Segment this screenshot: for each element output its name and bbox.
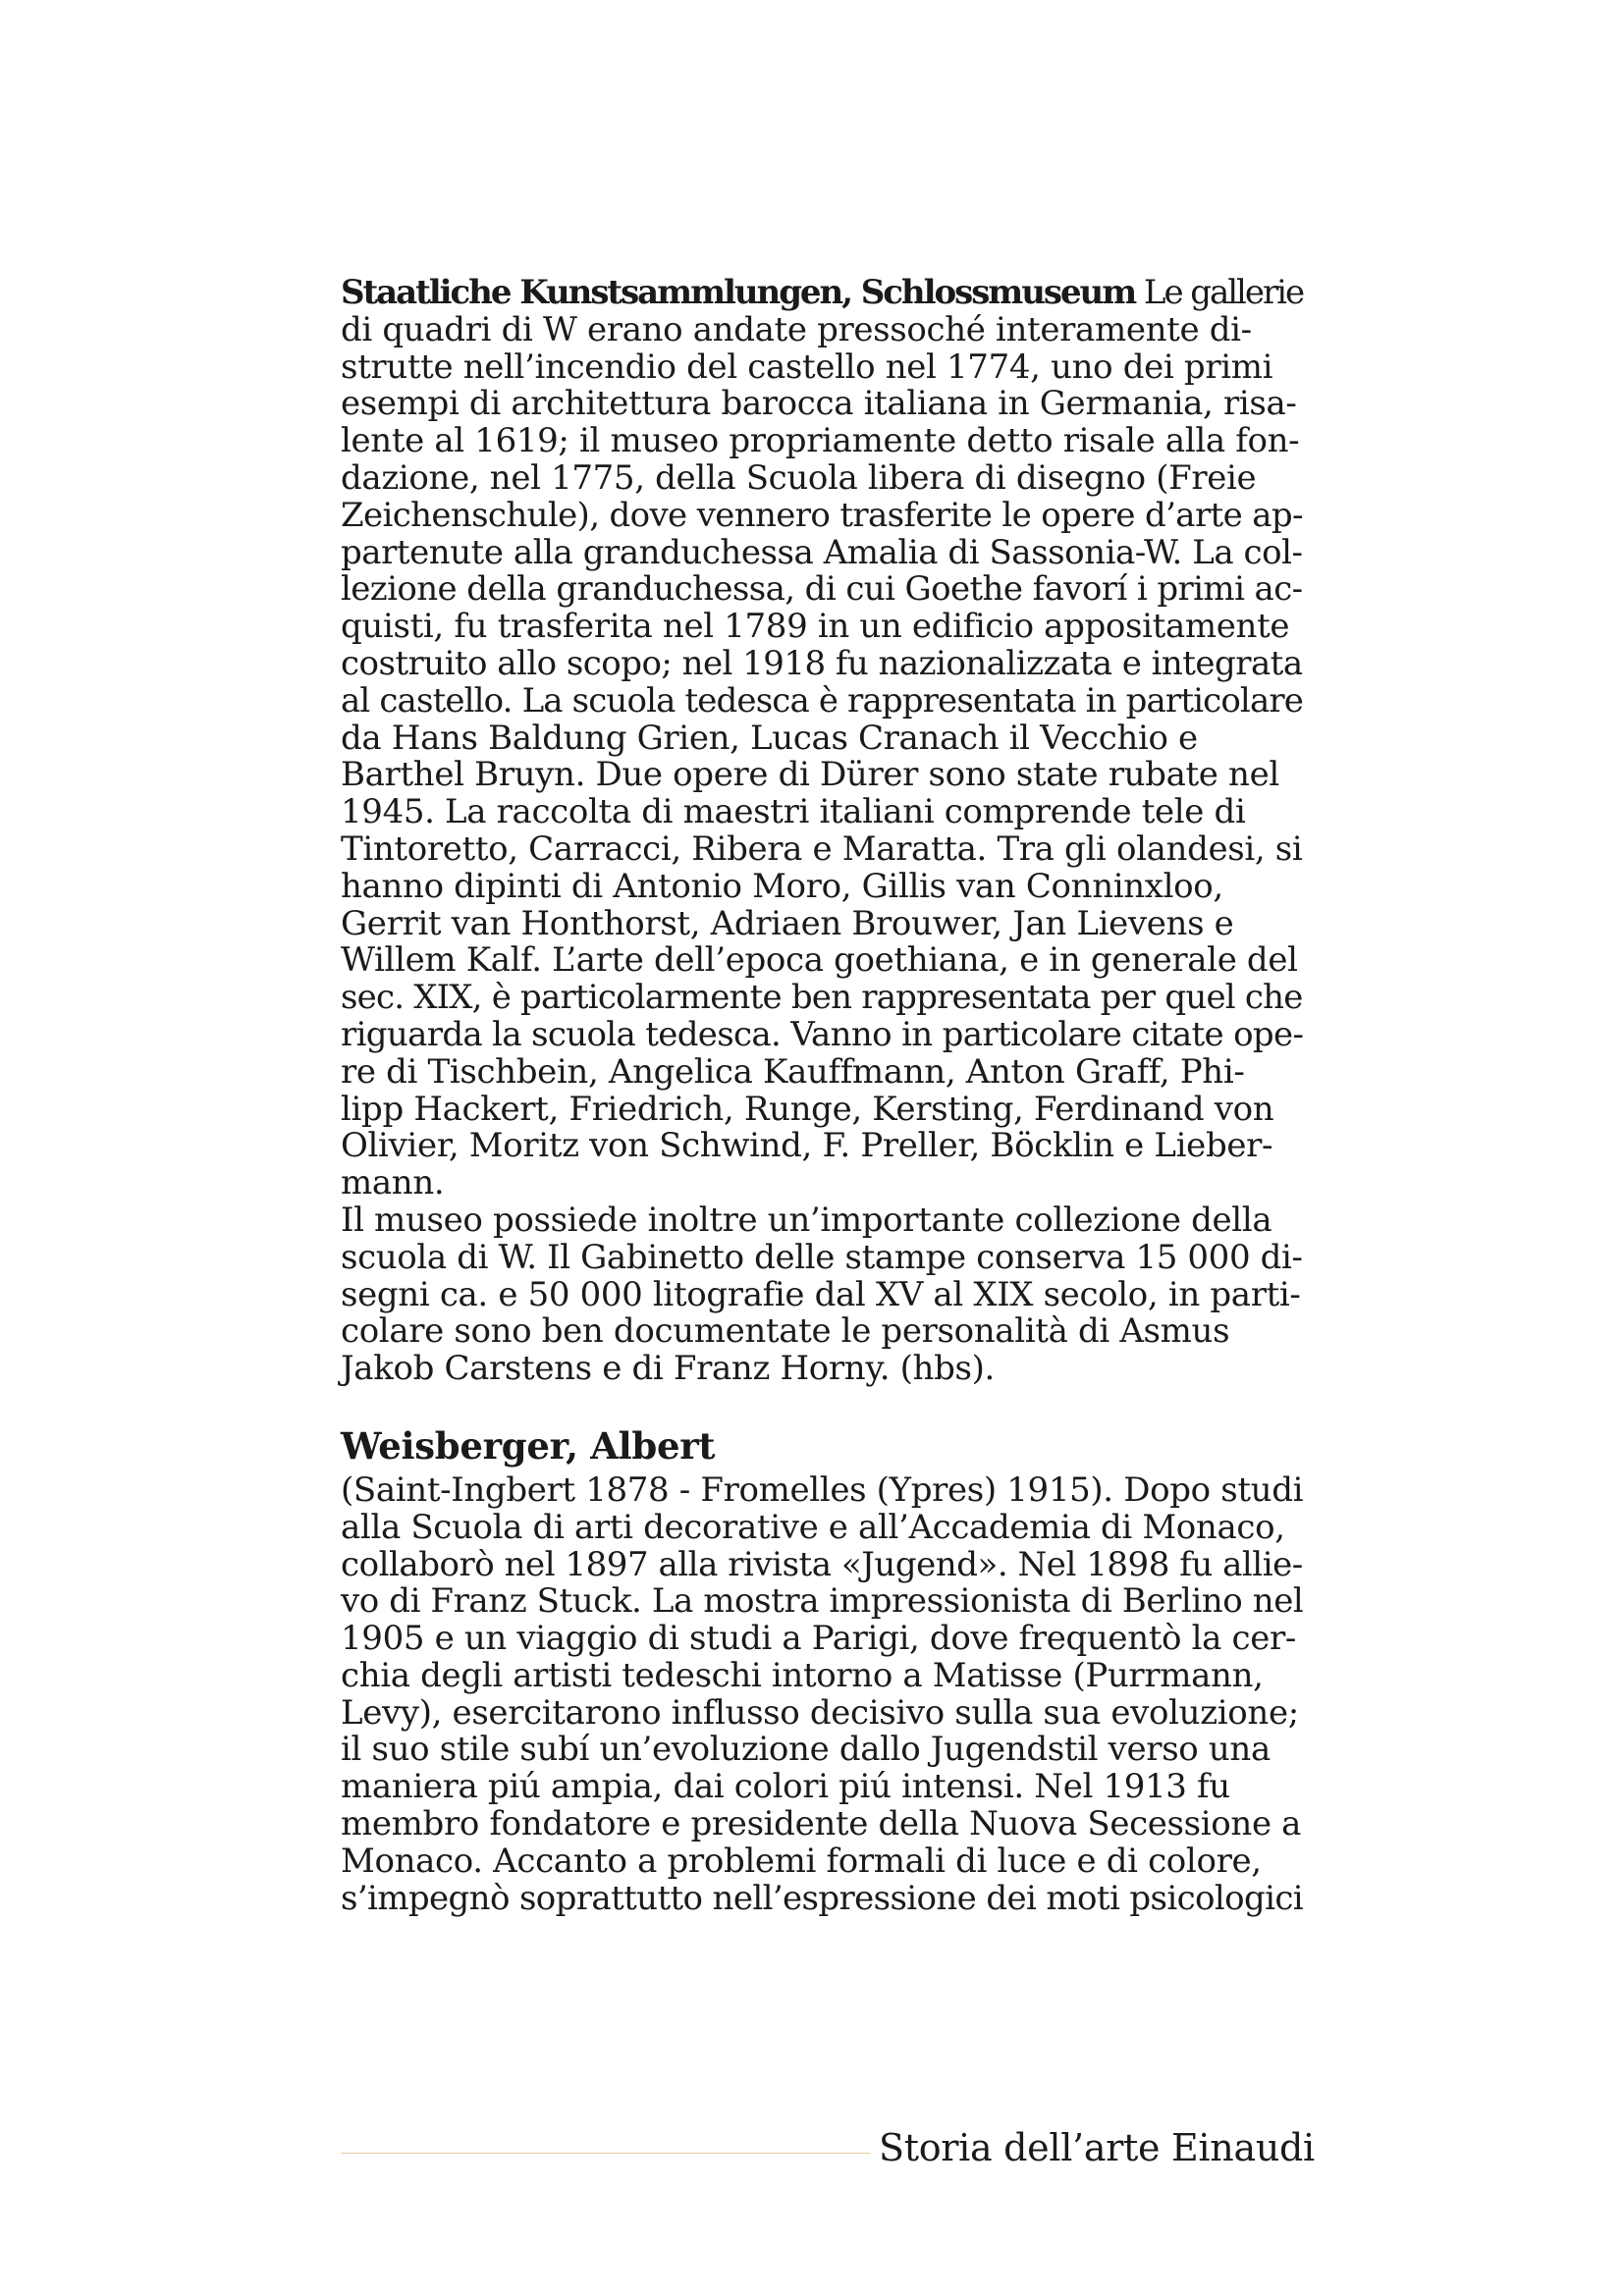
- entry1-line: partenute alla granduchessa Amalia di Sassonia-W. La col-: [341, 532, 1303, 572]
- entry2-line: maniera piú ampia, dai colori piú intensi. Nel 1913 fu: [341, 1767, 1230, 1807]
- entry1-line: segni ca. e 50 000 litografie dal XV al XIX secolo, in parti-: [341, 1274, 1301, 1314]
- entry1-line: colare sono ben documentate le personalità di Asmus: [341, 1311, 1230, 1352]
- page-content: [341, 275, 1303, 1917]
- entry2-line: alla Scuola di arti decorative e all’Accademia di Monaco,: [341, 1507, 1285, 1547]
- entry1-line: lipp Hackert, Friedrich, Runge, Kersting, Ferdinand von: [341, 1089, 1274, 1129]
- entry1-line: Gerrit van Honthorst, Adriaen Brouwer, Jan Lievens e: [341, 903, 1234, 943]
- entry1-line: Willem Kalf. L’arte dell’epoca goethiana, e in generale del: [341, 940, 1298, 981]
- entry1-line: da Hans Baldung Grien, Lucas Cranach il Vecchio e: [341, 718, 1198, 758]
- footer-rule: [341, 2153, 871, 2154]
- entry2-line: Levy), esercitarono influsso decisivo sulla sua evoluzione;: [341, 1692, 1299, 1733]
- entry2-line: 1905 e un viaggio di studi a Parigi, dove frequentò la cer-: [341, 1619, 1297, 1659]
- entry1-line-0: Le gallerie: [1135, 273, 1304, 312]
- entry1-line: lente al 1619; il museo propriamente detto risale alla fon-: [341, 421, 1300, 461]
- entry1-line: hanno dipinti di Antonio Moro, Gillis van Conninxloo,: [341, 866, 1223, 906]
- entry1-line: riguarda la scuola tedesca. Vanno in particolare citate ope-: [341, 1014, 1304, 1054]
- entry1-line: scuola di W. Il Gabinetto delle stampe conserva 15 000 di-: [341, 1237, 1303, 1277]
- entry2-line: collaborò nel 1897 alla rivista «Jugend». Nel 1898 fu allie-: [341, 1544, 1303, 1584]
- entry1-line: Olivier, Moritz von Schwind, F. Preller, Böcklin e Lieber-: [341, 1126, 1273, 1166]
- entry2-line: chia degli artisti tedeschi intorno a Matisse (Purrmann,: [341, 1655, 1264, 1695]
- entry2-line: Monaco. Accanto a problemi formali di luce e di colore,: [341, 1841, 1262, 1881]
- entry1-line: strutte nell’incendio del castello nel 1774, uno dei primi: [341, 347, 1273, 387]
- entry2-line: vo di Franz Stuck. La mostra impressionista di Berlino nel: [341, 1581, 1304, 1622]
- entry1-first-line: [341, 275, 1303, 312]
- entry1-line: esempi di architettura barocca italiana in Germania, risa-: [341, 384, 1297, 424]
- entry1-line: lezione della granduchessa, di cui Goethe favorí i primi ac-: [341, 569, 1303, 610]
- footer-title: Storia dell’arte Einaudi: [879, 2126, 1315, 2169]
- entry1-line: costruito allo scopo; nel 1918 fu nazionalizzata e integrata: [341, 643, 1303, 683]
- entry2-line: il suo stile subí un’evoluzione dallo Jugendstil verso una: [341, 1730, 1271, 1770]
- entry1-line: quisti, fu trasferita nel 1789 in un edificio appositamente: [341, 607, 1290, 647]
- entry1-line: Zeichenschule), dove vennero trasferite le opere d’arte ap-: [341, 495, 1303, 535]
- entry1-line: re di Tischbein, Angelica Kauffmann, Anton Graff, Phi-: [341, 1051, 1245, 1092]
- entry1-line: mann.: [341, 1163, 445, 1203]
- entry2-title: Weisberger, Albert: [341, 1423, 716, 1468]
- entry1-line: Jakob Carstens e di Franz Horny. (hbs).: [341, 1349, 995, 1389]
- entry1-line: Barthel Bruyn. Due opere di Dürer sono state rubate nel: [341, 755, 1279, 795]
- entry2-line: s’impegnò soprattutto nell’espressione dei moti psicologici: [341, 1878, 1304, 1918]
- entry1-line: dazione, nel 1775, della Scuola libera di disegno (Freie: [341, 457, 1257, 498]
- entry1-line: Tintoretto, Carracci, Ribera e Maratta. Tra gli olandesi, si: [341, 828, 1303, 869]
- entry1-heading: Staatliche Kunstsammlungen, Schlossmuseum: [341, 273, 1136, 312]
- entry2-line: membro fondatore e presidente della Nuova Secessione a: [341, 1804, 1302, 1844]
- entry1-line: Il museo possiede inoltre un’importante collezione della: [341, 1200, 1272, 1240]
- entry1-line: sec. XIX, è particolarmente ben rappresentata per quel che: [341, 978, 1303, 1018]
- entry1-line: 1945. La raccolta di maestri italiani comprende tele di: [341, 792, 1246, 832]
- entry1-line: di quadri di W erano andate pressoché interamente di-: [341, 309, 1252, 349]
- entry2-line: (Saint-Ingbert 1878 - Fromelles (Ypres) 1915). Dopo studi: [341, 1469, 1304, 1510]
- entry1-line: al castello. La scuola tedesca è rappresentata in particolare: [341, 680, 1304, 721]
